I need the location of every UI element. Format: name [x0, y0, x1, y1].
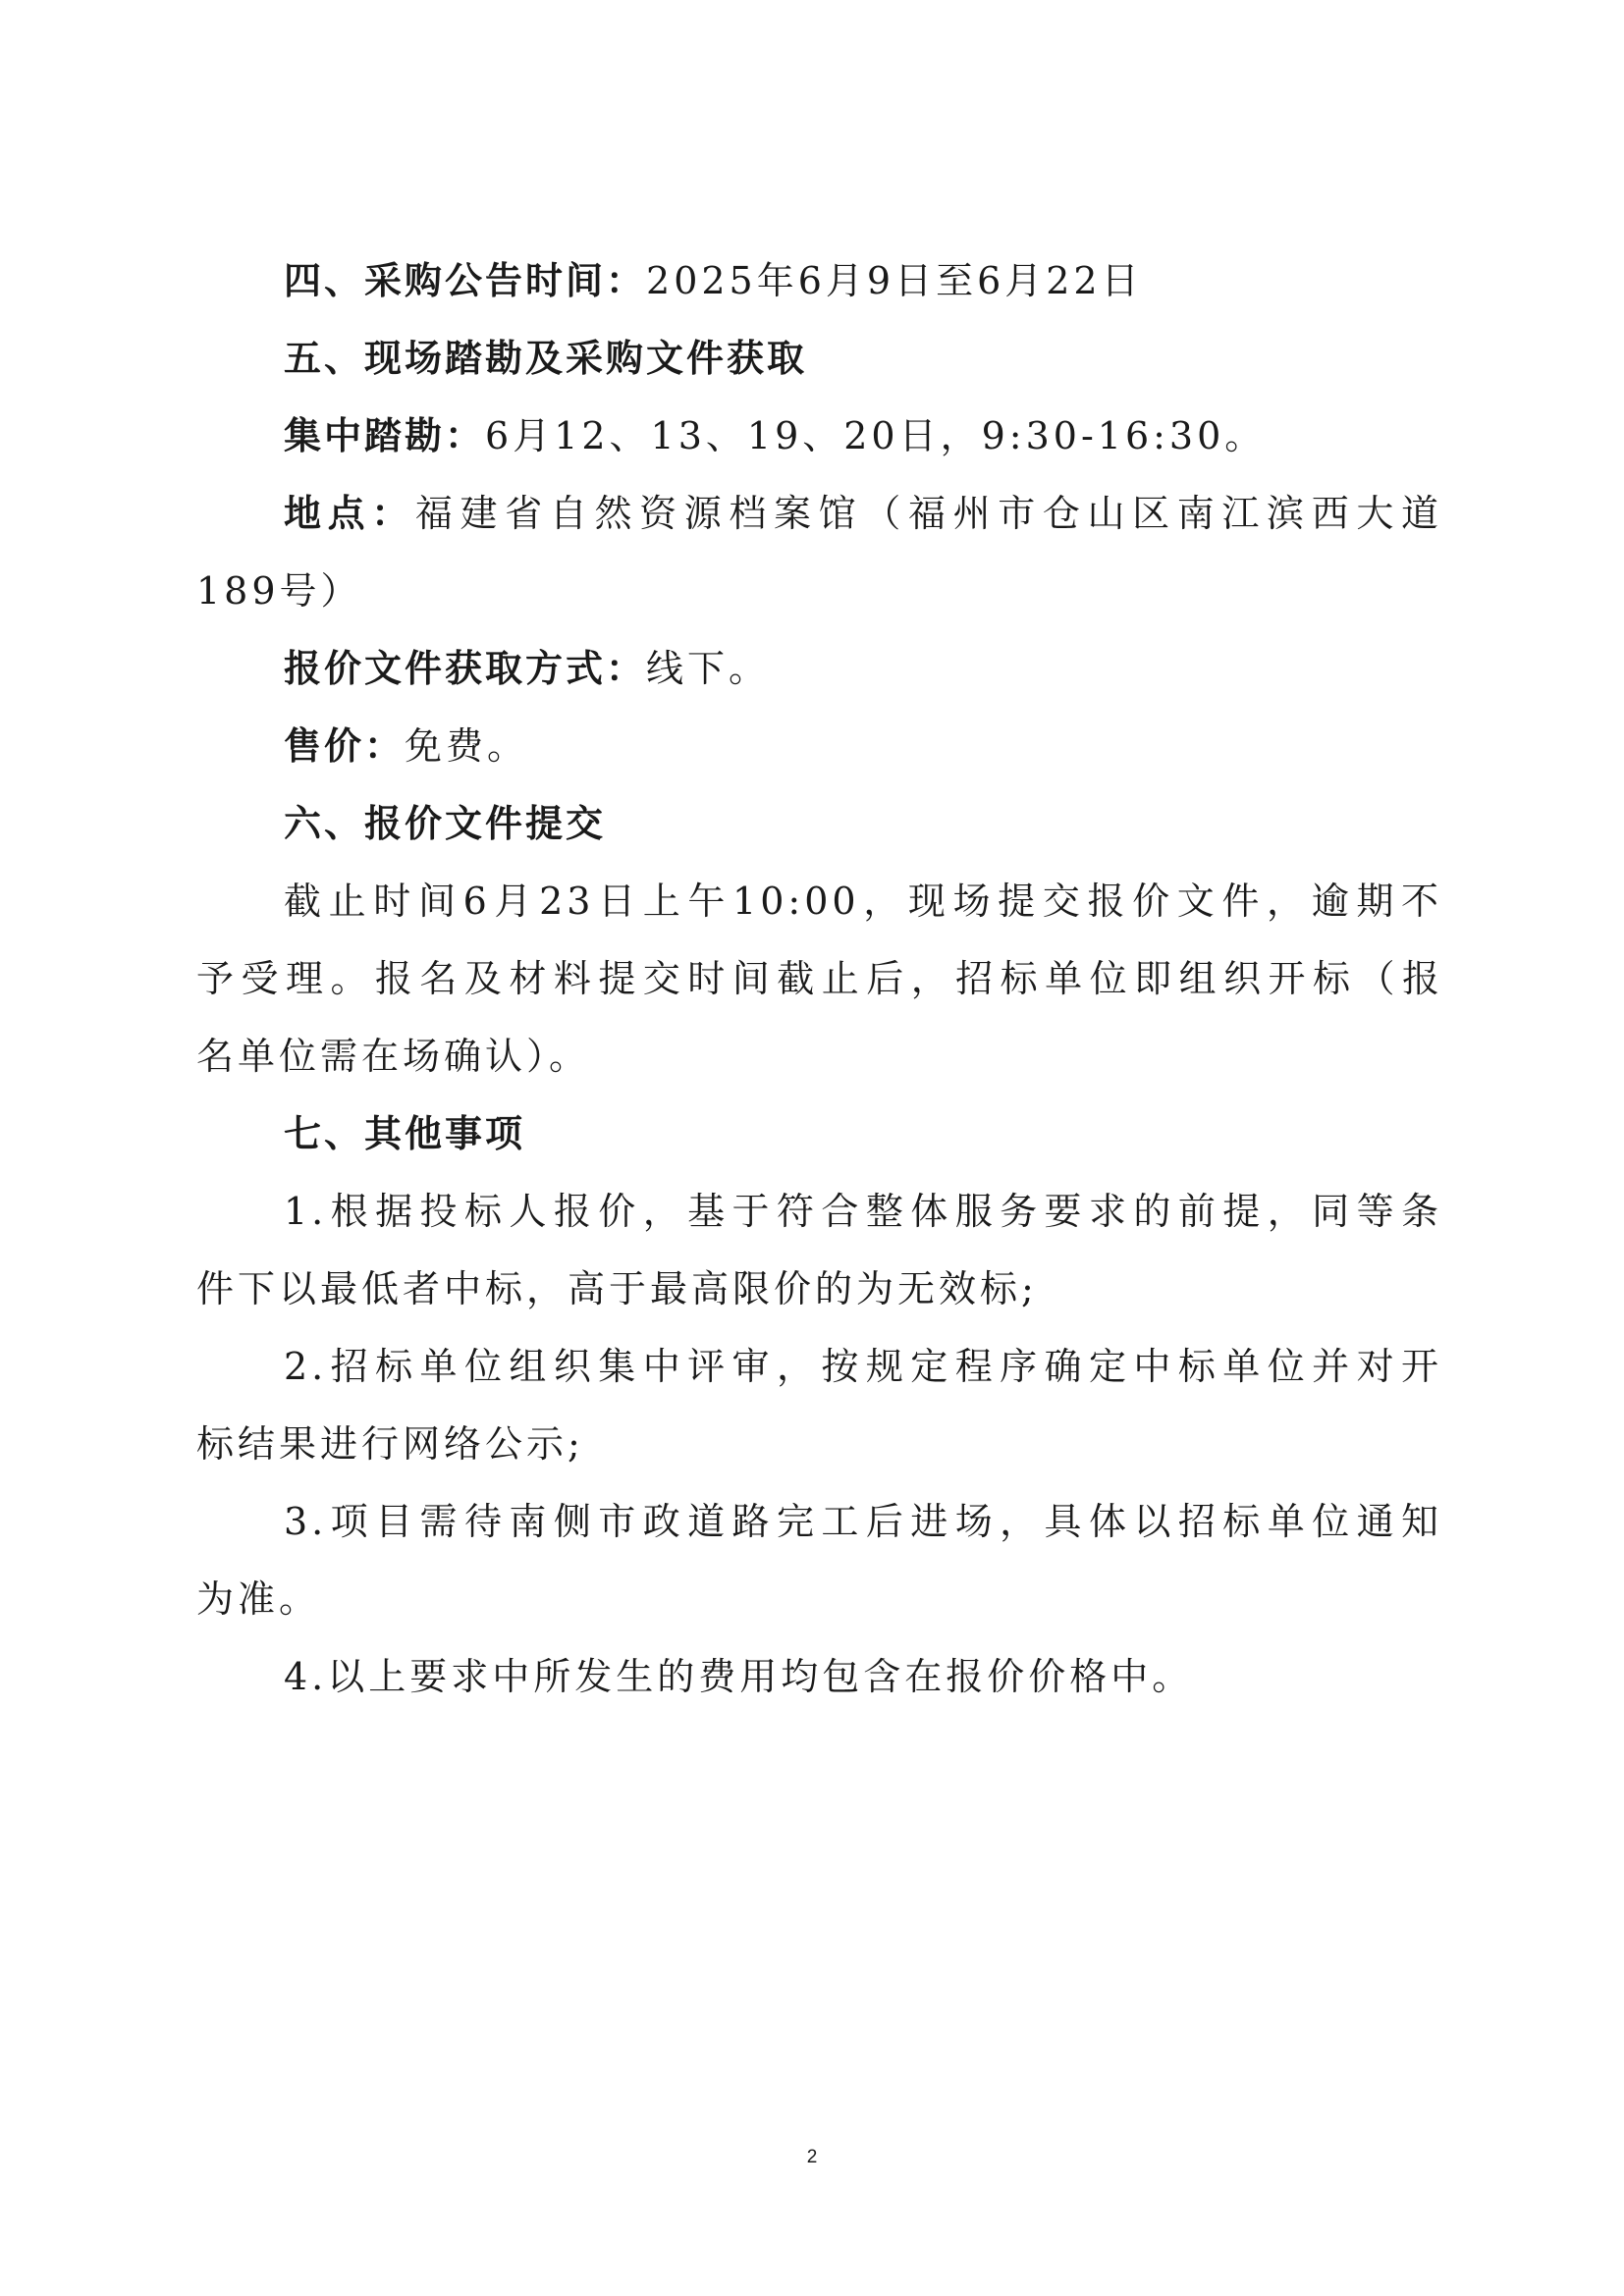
- item-3-line-1: 3.项目需待南侧市政道路完工后进场，具体以招标单位通知: [284, 1500, 1442, 1543]
- price-text: 免费。: [405, 724, 529, 768]
- location-text: 福建省自然资源档案馆（福州市仓山区南江滨西大道: [414, 492, 1442, 535]
- method-text: 线下。: [646, 647, 771, 690]
- section-7-heading: 七、其他事项: [284, 1112, 526, 1155]
- survey-line: [284, 412, 1442, 459]
- item-3-line-2: 为准。: [196, 1577, 321, 1621]
- section-6-heading: 六、报价文件提交: [284, 802, 607, 845]
- item-1-line-2: 件下以最低者中标，高于最高限价的为无效标;: [196, 1267, 1038, 1310]
- location-line-2: 189号）: [196, 569, 362, 613]
- section-5-heading: 五、现场踏勘及采购文件获取: [284, 337, 808, 380]
- item-1-line-1: 1.根据投标人报价，基于符合整体服务要求的前提，同等条: [284, 1190, 1442, 1233]
- page-number: 2: [806, 2147, 818, 2167]
- section-4-heading: 四、采购公告时间：: [284, 259, 647, 302]
- section-6-paragraph-line-2: 予受理。报名及材料提交时间截止后，招标单位即组织开标（报: [196, 957, 1443, 1000]
- item-4-line-1: 4.以上要求中所发生的费用均包含在报价价格中。: [284, 1655, 1194, 1698]
- section-6-paragraph-line-1: 截止时间6月23日上午10:00，现场提交报价文件，逾期不: [284, 880, 1442, 923]
- price-line: [284, 722, 1442, 770]
- announcement-period: 2025年6月9日至6月22日: [646, 259, 1143, 302]
- location-label: 地点：: [284, 492, 415, 535]
- location-line: [284, 490, 1442, 537]
- method-line: [284, 645, 1442, 692]
- survey-text: 6月12、13、19、20日，9:30-16:30。: [485, 414, 1267, 457]
- price-label: 售价：: [284, 724, 406, 768]
- method-label: 报价文件获取方式：: [284, 647, 647, 690]
- survey-label: 集中踏勘：: [284, 414, 486, 457]
- section-6-paragraph-line-3: 名单位需在场确认）。: [196, 1035, 591, 1078]
- section-4-line: [284, 257, 1442, 304]
- item-2-line-2: 标结果进行网络公示;: [196, 1422, 584, 1466]
- item-2-line-1: 2.招标单位组织集中评审，按规定程序确定中标单位并对开: [284, 1345, 1442, 1388]
